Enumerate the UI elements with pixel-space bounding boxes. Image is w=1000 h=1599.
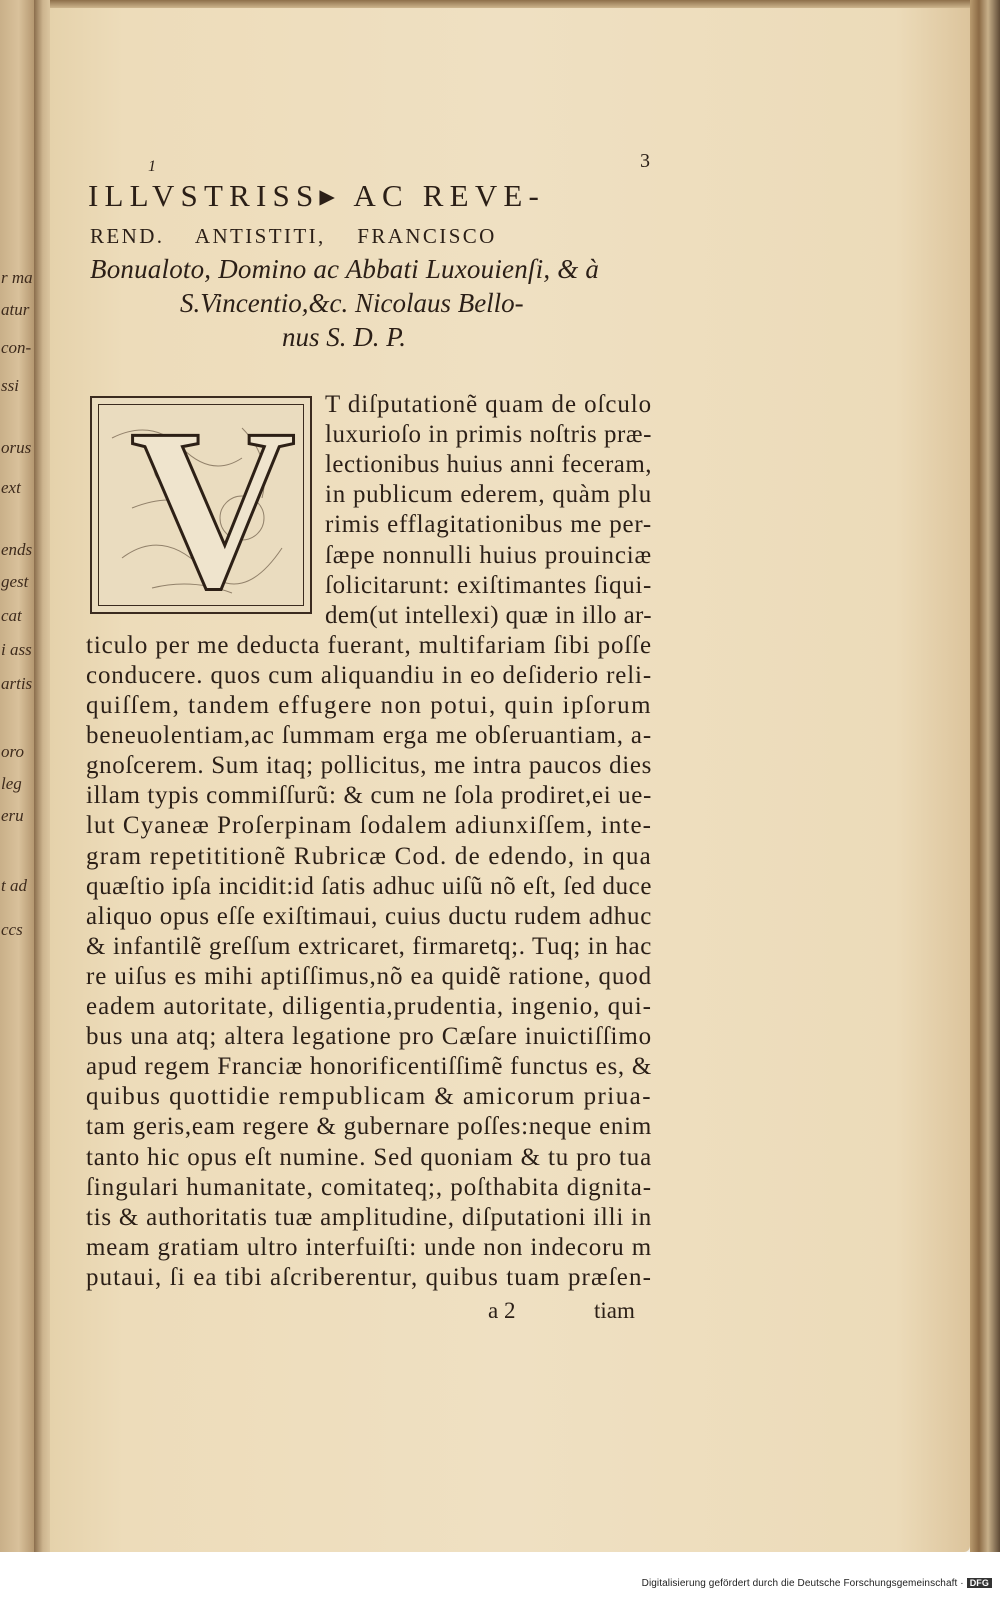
text-line: ſæpe nonnulli huius prouinciæ bbox=[325, 541, 652, 569]
text-line: re uiſus es mihi aptiſſimus,nõ ea quidẽ ratione, quod bbox=[86, 962, 652, 990]
text-line: eadem autoritate, diligentia,prudentia, ingenio, qui- bbox=[86, 993, 652, 1020]
footer-credit bbox=[642, 1578, 992, 1589]
previous-page-fragment: ccs bbox=[1, 920, 23, 939]
text-line: meam gratiam ultro interfuiſti: unde non indecoru m bbox=[86, 1233, 652, 1261]
text-line: beneuolentiam,ac ſummam erga me obſeruantiam, a- bbox=[86, 722, 652, 750]
previous-page-fragment: artis bbox=[1, 674, 33, 693]
text-line: quibus quottidie rempublicam & amicorum priua- bbox=[86, 1083, 652, 1111]
heading-line-4: S.Vincentio,&c. Nicolaus Bello- bbox=[180, 288, 524, 318]
text-line: quæſtio ipſa incidit:id ſatis adhuc uiſũ nõ eſt, ſed duce bbox=[86, 872, 652, 900]
text-line: bus una atq; altera legatione pro Cæſare inuictiſſimo bbox=[86, 1023, 652, 1051]
text-line: T diſputationẽ quam de oſculo bbox=[325, 391, 652, 418]
text-line: tam geris,eam regere & gubernare poſſes:neque enim bbox=[86, 1113, 652, 1141]
heading-line-3: Bonualoto, Domino ac Abbati Luxouienſi, & à bbox=[90, 254, 600, 284]
text-line: ſolicitarunt: exiſtimantes ſiqui- bbox=[325, 571, 652, 599]
previous-page-fragment: i ass bbox=[1, 640, 32, 659]
previous-page-fragment: gest bbox=[1, 572, 29, 591]
text-line: conducere. quos cum aliquandiu in eo deſiderio reli- bbox=[86, 661, 652, 689]
previous-page-fragment: eru bbox=[1, 806, 24, 825]
text-line: gnoſcerem. Sum itaq; pollicitus, me intra paucos dies bbox=[86, 752, 652, 780]
folio-mark-left: 1 bbox=[148, 158, 156, 175]
text-line: lectionibus huius anni feceram, bbox=[325, 451, 652, 479]
text-line: dem(ut intellexi) quæ in illo ar- bbox=[325, 601, 652, 629]
signature-mark: a 2 bbox=[488, 1298, 516, 1323]
previous-page-fragment: r ma bbox=[1, 268, 33, 287]
text-line: tanto hic opus eſt numine. Sed quoniam & tu pro tua bbox=[86, 1143, 652, 1171]
text-line: & infantilẽ greſſum extricaret, firmaretq;. Tuq; in hac bbox=[86, 932, 652, 960]
text-line: luxurioſo in primis noſtris præ- bbox=[325, 421, 652, 449]
footer-bar bbox=[0, 1552, 1000, 1599]
dfg-logo: DFG bbox=[967, 1578, 992, 1588]
previous-page-fragment: ssi bbox=[1, 376, 19, 395]
text-line: putaui, ſi ea tibi aſcriberentur, quibus tuam præſen- bbox=[86, 1263, 652, 1291]
previous-page-fragment: orus bbox=[1, 438, 32, 457]
text-line: rimis efflagitationibus me per- bbox=[325, 511, 652, 539]
previous-page-fragment: con- bbox=[1, 338, 32, 357]
text-line: aliquo opus eſſe exiſtimaui, cuius ductu rudem adhuc bbox=[86, 902, 652, 930]
text-line: tis & authoritatis tuæ amplitudine, diſputationi illi in bbox=[86, 1203, 652, 1231]
initial-letter: V bbox=[130, 396, 297, 614]
text-line: quiſſem, tandem effugere non potui, quin ipſorum bbox=[86, 692, 652, 719]
previous-page-fragment: leg bbox=[1, 774, 22, 793]
text-line: in publicum ederem, quàm plu bbox=[325, 481, 652, 509]
heading-line-1: ILLVSTRISS▸ AC REVE- bbox=[88, 178, 546, 213]
decorated-initial bbox=[90, 396, 312, 614]
heading-line-2: REND. ANTISTITI, FRANCISCO bbox=[90, 224, 497, 248]
text-line: ticulo per me deducta fuerant, multifariam ſibi poſſe bbox=[86, 631, 652, 659]
text-line: ſingulari humanitate, comitateq;, poſthabita dignita- bbox=[86, 1173, 652, 1201]
text-line: apud regem Franciæ honorificentiſſimẽ functus es, & bbox=[86, 1053, 652, 1081]
previous-page-edge bbox=[0, 0, 34, 1560]
catchword: tiam bbox=[594, 1298, 635, 1323]
folio-number: 3 bbox=[640, 150, 650, 172]
previous-page-fragment: ext bbox=[1, 478, 21, 497]
previous-page-fragment: t ad bbox=[1, 876, 27, 895]
footer-text: Digitalisierung gefördert durch die Deutsche Forschungsgemeinschaft · bbox=[641, 1578, 964, 1589]
text-line: lut Cyaneæ Proſerpinam ſodalem adiunxiſſem, inte- bbox=[86, 812, 652, 840]
previous-page-fragment: atur bbox=[1, 300, 30, 319]
text-line: illam typis commiſſurũ: & cum ne ſola prodiret,ei ue- bbox=[86, 782, 652, 810]
previous-page-fragment: ends bbox=[1, 540, 33, 559]
page-top-edge bbox=[50, 0, 1000, 8]
previous-page-fragment: cat bbox=[1, 606, 22, 625]
previous-page-fragment: oro bbox=[1, 742, 24, 761]
text-line: gram repetititionẽ Rubricæ Cod. de edendo, in qua bbox=[86, 842, 652, 870]
page-fore-edge bbox=[970, 0, 1000, 1552]
heading-line-5: nus S. D. P. bbox=[282, 322, 407, 352]
